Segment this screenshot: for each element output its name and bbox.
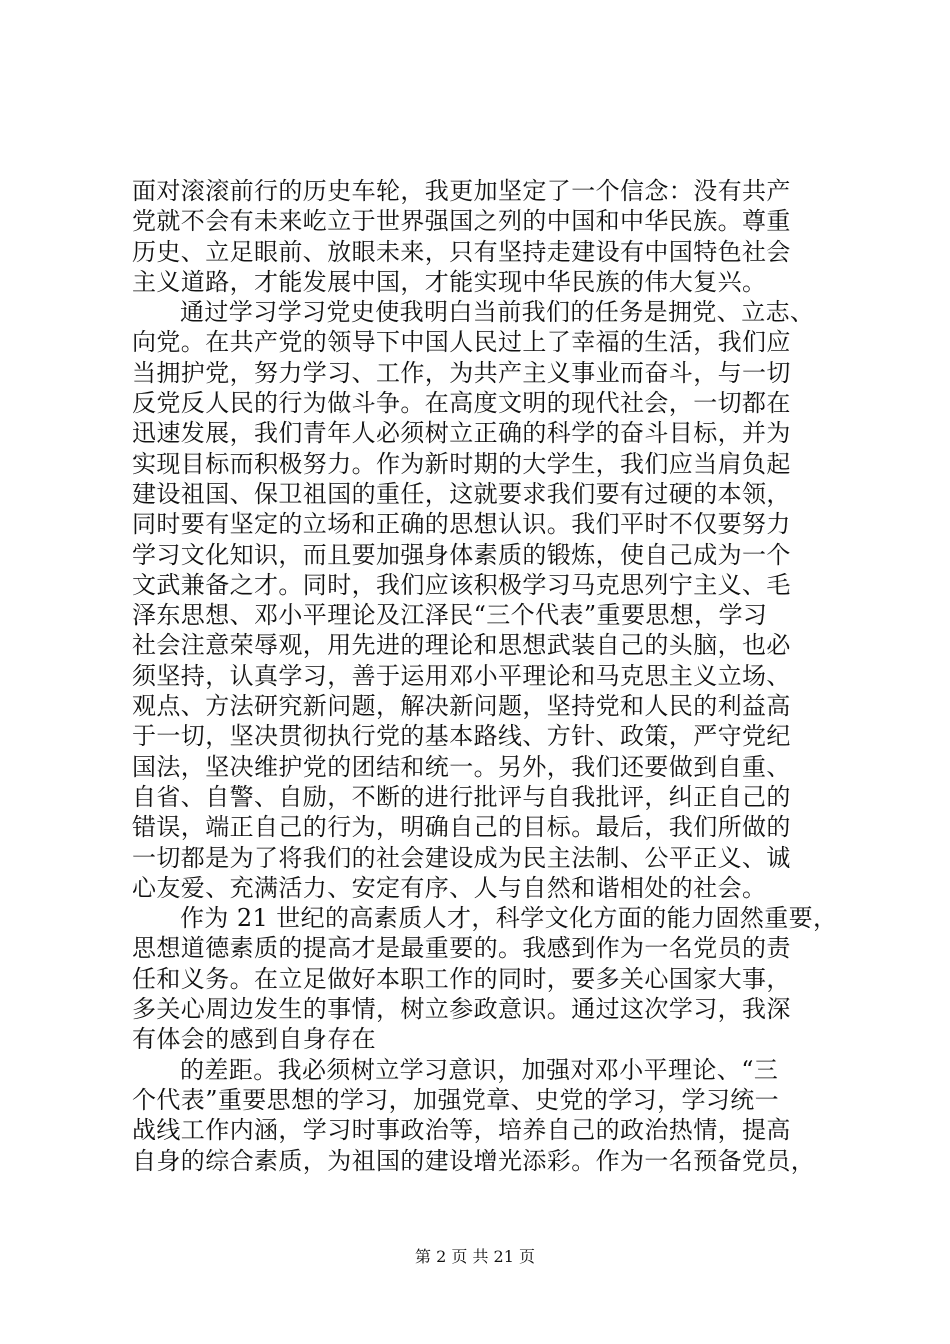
text-line: 当拥护党，努力学习、工作，为共产主义事业而奋斗，与一切 xyxy=(132,358,791,387)
page-number-footer: 第 2 页 共 21 页 xyxy=(415,1247,535,1266)
text-line: 观点、方法研究新问题，解决新问题，坚持党和人民的利益高 xyxy=(132,692,791,721)
text-line: 错误，端正自己的行为，明确自己的目标。最后，我们所做的 xyxy=(132,813,791,842)
text-line: 主义道路，才能发展中国，才能实现中华民族的伟大复兴。 xyxy=(132,267,767,296)
paragraph-2 xyxy=(132,297,852,903)
text-line: 国法，坚决维护党的团结和统一。另外，我们还要做到自重、 xyxy=(132,752,791,781)
text-line: 学习文化知识，而且要加强身体素质的锻炼，使自己成为一个 xyxy=(132,540,791,569)
text-line: 心友爱、充满活力、安定有序、人与自然和谐相处的社会。 xyxy=(132,873,767,902)
text-line: 有体会的感到自身存在 xyxy=(132,1025,376,1054)
text-line: 实现目标而积极努力。作为新时期的大学生，我们应当肩负起 xyxy=(132,449,791,478)
text-line: 于一切，坚决贯彻执行党的基本路线、方针、政策，严守党纪 xyxy=(132,722,791,751)
text-line: 反党反人民的行为做斗争。在高度文明的现代社会，一切都在 xyxy=(132,389,791,418)
text-line: 作为 21 世纪的高素质人才，科学文化方面的能力固然重要， xyxy=(180,904,838,933)
text-line: 历史、立足眼前、放眼未来，只有坚持走建设有中国特色社会 xyxy=(132,237,791,266)
text-line: 的差距。我必须树立学习意识，加强对邓小平理论、“三 xyxy=(180,1055,779,1084)
text-line: 个代表”重要思想的学习，加强党章、史党的学习，学习统一 xyxy=(132,1085,780,1114)
text-line: 建设祖国、保卫祖国的重任，这就要求我们要有过硬的本领， xyxy=(132,479,791,508)
text-line: 面对滚滚前行的历史车轮，我更加坚定了一个信念：没有共产 xyxy=(132,177,791,205)
text-line: 通过学习学习党史使我明白当前我们的任务是拥党、立志、 xyxy=(180,298,815,327)
text-line: 向党。在共产党的领导下中国人民过上了幸福的生活，我们应 xyxy=(132,328,791,357)
text-line: 多关心周边发生的事情，树立参政意识。通过这次学习，我深 xyxy=(132,995,791,1024)
text-line: 思想道德素质的提高才是最重要的。我感到作为一名党员的责 xyxy=(132,934,791,963)
text-line: 自省、自警、自励，不断的进行批评与自我批评，纠正自己的 xyxy=(132,782,791,811)
text-line: 同时要有坚定的立场和正确的思想认识。我们平时不仅要努力 xyxy=(132,510,791,539)
text-line: 文武兼备之才。同时，我们应该积极学习马克思列宁主义、毛 xyxy=(132,570,791,599)
text-line: 党就不会有未来屹立于世界强国之列的中国和中华民族。尊重 xyxy=(132,207,791,236)
paragraph-1 xyxy=(132,176,852,297)
paragraph-4 xyxy=(132,1055,852,1176)
text-line: 迅速发展，我们青年人必须树立正确的科学的奋斗目标，并为 xyxy=(132,419,791,448)
text-line: 泽东思想、邓小平理论及江泽民“三个代表”重要思想，学习 xyxy=(132,601,768,630)
text-line: 战线工作内涵，学习时事政治等，培养自己的政治热情，提高 xyxy=(132,1116,791,1145)
text-line: 社会注意荣辱观，用先进的理论和思想武装自己的头脑，也必 xyxy=(132,631,791,660)
text-line: 自身的综合素质，为祖国的建设增光添彩。作为一名预备党员， xyxy=(132,1146,816,1175)
paragraph-3 xyxy=(132,903,852,1054)
document-body xyxy=(132,176,852,1176)
text-line: 任和义务。在立足做好本职工作的同时，要多关心国家大事， xyxy=(132,964,791,993)
text-line: 一切都是为了将我们的社会建设成为民主法制、公平正义、诚 xyxy=(132,843,791,872)
text-line: 须坚持，认真学习，善于运用邓小平理论和马克思主义立场、 xyxy=(132,661,791,690)
